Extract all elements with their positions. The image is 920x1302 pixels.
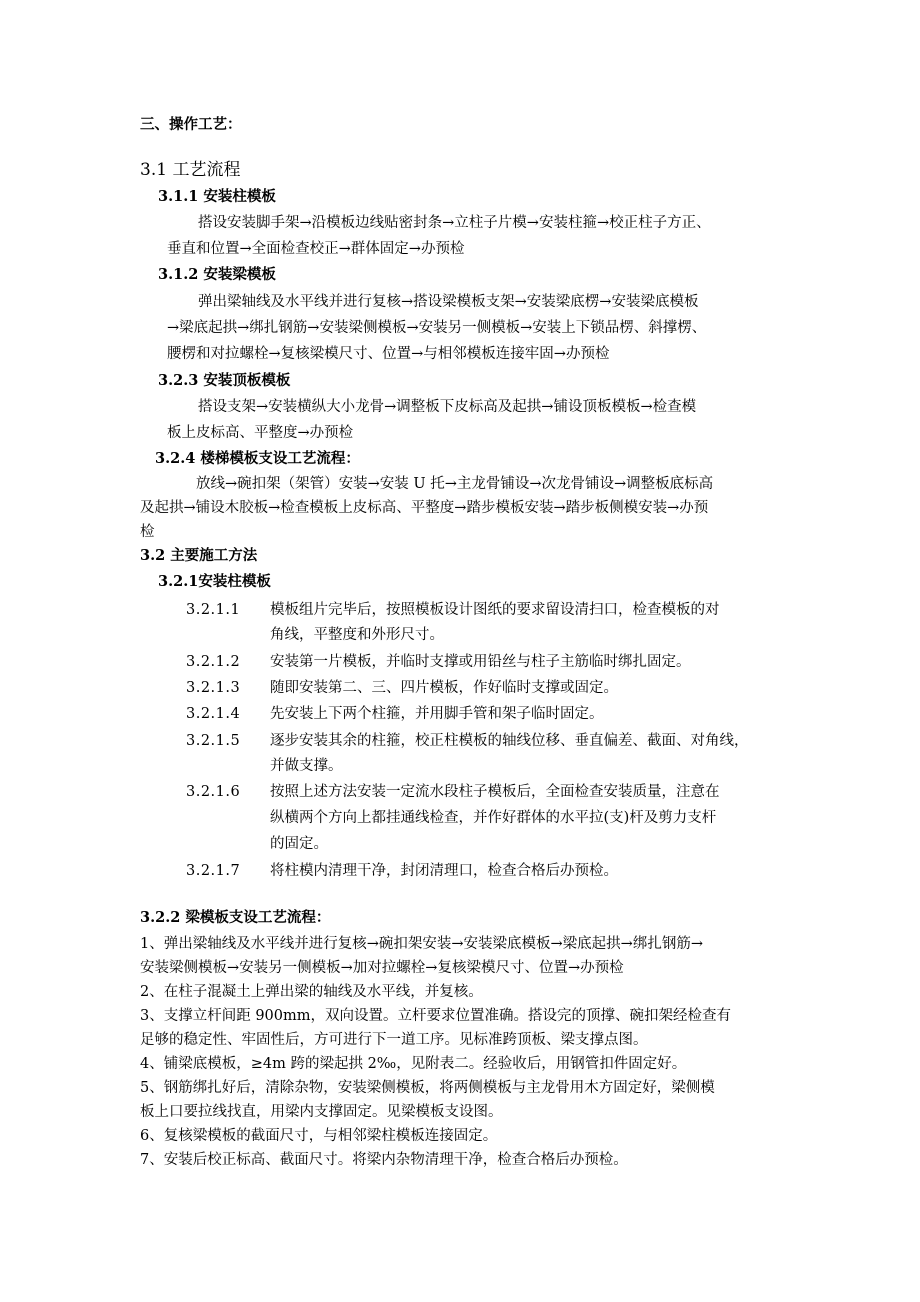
- item-text: 并做支撑。: [270, 758, 343, 774]
- item-text: 角线，平整度和外形尺寸。: [270, 627, 444, 643]
- item-text: 将柱模内清理干净，封闭清理口，检查合格后办预检。: [270, 863, 618, 879]
- item-text: 纵横两个方向上都挂通线检查，并作好群体的水平拉(支)杆及剪力支杆: [270, 810, 717, 826]
- heading-3-2-2: 3.2.2 梁模板支设工艺流程：: [140, 909, 331, 926]
- paragraph-line: 4、铺梁底模板，≥4m 跨的梁起拱 2‰，见附表二。经验收后，用钢管扣件固定好。: [140, 1056, 687, 1072]
- paragraph-line: 1、弹出梁轴线及水平线并进行复核→碗扣架安装→安装梁底模板→梁底起拱→绑扎钢筋→: [140, 936, 703, 952]
- paragraph-line: 放线→碗扣架（架管）安装→安装 U 托→主龙骨铺设→次龙骨铺设→调整板底标高: [196, 476, 714, 492]
- paragraph-line: 板上口要拉线找直，用梁内支撑固定。见梁模板支设图。: [140, 1104, 503, 1120]
- paragraph-line: 垂直和位置→全面检查校正→群体固定→办预检: [167, 241, 465, 257]
- item-number: 3.2.1.3: [186, 680, 241, 696]
- paragraph-line: →梁底起拱→绑扎钢筋→安装梁侧模板→安装另一侧模板→安装上下锁品楞、斜撑楞、: [167, 320, 707, 336]
- paragraph-line: 腰楞和对拉螺栓→复核梁模尺寸、位置→与相邻模板连接牢固→办预检: [167, 346, 610, 362]
- paragraph-line: 7、安装后校正标高、截面尺寸。将梁内杂物清理干净，检查合格后办预检。: [140, 1152, 628, 1168]
- heading-3-1: 3.1 工艺流程: [140, 160, 241, 180]
- paragraph-line: 5、钢筋绑扎好后，清除杂物，安装梁侧模板，将两侧模板与主龙骨用木方固定好，梁侧模: [140, 1080, 715, 1096]
- item-number: 3.2.1.1: [186, 602, 241, 618]
- paragraph-line: 搭设支架→安装横纵大小龙骨→调整板下皮标高及起拱→铺设顶板模板→检查模: [198, 399, 697, 415]
- paragraph-line: 检: [140, 524, 155, 540]
- heading-3-2-3: 3.2.3 安装顶板模板: [158, 372, 291, 389]
- item-text: 模板组片完毕后，按照模板设计图纸的要求留设清扫口，检查模板的对: [270, 602, 720, 618]
- item-number: 3.2.1.5: [186, 733, 241, 749]
- heading-3-1-2: 3.1.2 安装梁模板: [158, 266, 276, 283]
- heading-3-1-1: 3.1.1 安装柱模板: [158, 188, 276, 205]
- item-number: 3.2.1.4: [186, 706, 241, 722]
- item-text: 逐步安装其余的柱箍，校正柱模板的轴线位移、垂直偏差、截面、对角线，: [270, 733, 749, 749]
- paragraph-line: 板上皮标高、平整度→办预检: [167, 425, 354, 441]
- paragraph-line: 弹出梁轴线及水平线并进行复核→搭设梁模板支架→安装梁底楞→安装梁底模板: [198, 294, 699, 310]
- item-number: 3.2.1.7: [186, 863, 241, 879]
- paragraph-line: 安装梁侧模板→安装另一侧模板→加对拉螺栓→复核梁模尺寸、位置→办预检: [140, 960, 624, 976]
- item-text: 先安装上下两个柱箍，并用脚手管和架子临时固定。: [270, 706, 604, 722]
- heading-3-2: 3.2 主要施工方法: [140, 547, 258, 564]
- item-text: 的固定。: [270, 836, 328, 852]
- item-number: 3.2.1.6: [186, 784, 241, 800]
- paragraph-line: 及起拱→铺设木胶板→检查模板上皮标高、平整度→踏步模板安装→踏步板侧模安装→办预: [140, 500, 709, 516]
- item-number: 3.2.1.2: [186, 654, 241, 670]
- item-text: 按照上述方法安装一定流水段柱子模板后，全面检查安装质量，注意在: [270, 784, 720, 800]
- item-text: 安装第一片模板，并临时支撑或用铅丝与柱子主筋临时绑扎固定。: [270, 654, 691, 670]
- item-text: 随即安装第二、三、四片模板，作好临时支撑或固定。: [270, 680, 618, 696]
- heading-3-2-1: 3.2.1安装柱模板: [158, 573, 271, 590]
- section-title: 三、操作工艺：: [140, 116, 242, 133]
- paragraph-line: 3、支撑立杆间距 900mm，双向设置。立杆要求位置准确。搭设完的顶撑、碗扣架经检查有: [140, 1008, 732, 1024]
- heading-3-2-4: 3.2.4 楼梯模板支设工艺流程：: [155, 450, 360, 467]
- paragraph-line: 搭设安装脚手架→沿模板边线贴密封条→立柱子片模→安装柱箍→校正柱子方正、: [198, 215, 711, 231]
- paragraph-line: 6、复核梁模板的截面尺寸，与相邻梁柱模板连接固定。: [140, 1128, 498, 1144]
- paragraph-line: 足够的稳定性、牢固性后，方可进行下一道工序。见标准跨顶板、梁支撑点图。: [140, 1032, 648, 1048]
- paragraph-line: 2、在柱子混凝土上弹出梁的轴线及水平线，并复核。: [140, 984, 483, 1000]
